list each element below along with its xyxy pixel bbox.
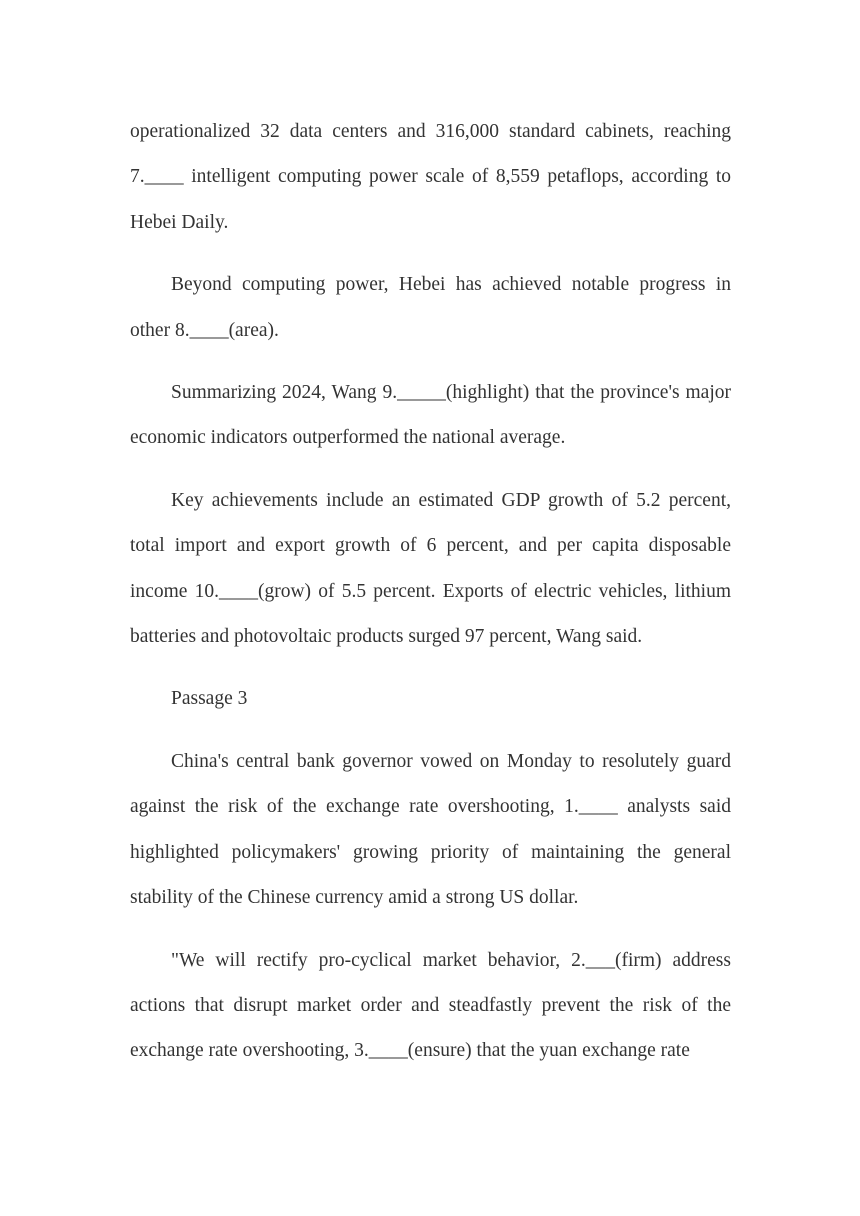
paragraph-central-bank: China's central bank governor vowed on Monday to resolutely guard against the risk of the exchange rate overshooting, 1.____ analysts said highlighted policymakers' growing priority of maintaining the general stability of the Chinese currency amid a strong US dollar. — [130, 750, 731, 909]
paragraph-quote-rectify: "We will rectify pro-cyclical market behavior, 2.___(firm) address actions that disrupt market order and steadfastly prevent the risk of the exchange rate overshooting, 3.____(ensure) that the yuan exchange rate — [130, 949, 731, 1062]
document-page — [130, 109, 731, 1074]
passage-heading: Passage 3 — [171, 688, 248, 710]
paragraph-key-achievements: Key achievements include an estimated GDP growth of 5.2 percent, total import and export growth of 6 percent, and per capita disposable income 10.____(grow) of 5.5 percent. Exports of electric vehicles, lithium batteries and photovoltaic products surged 97 percent, Wang said. — [130, 489, 731, 648]
paragraph-summarizing-2024: Summarizing 2024, Wang 9._____(highlight) that the province's major economic indicators outperformed the national average. — [130, 382, 731, 449]
paragraph-computing-power: operationalized 32 data centers and 316,000 standard cabinets, reaching 7.____ intelligent computing power scale of 8,559 petaflops, according to Hebei Daily. — [130, 121, 731, 233]
paragraph-beyond-computing: Beyond computing power, Hebei has achieved notable progress in other 8.____(area). — [130, 274, 731, 341]
